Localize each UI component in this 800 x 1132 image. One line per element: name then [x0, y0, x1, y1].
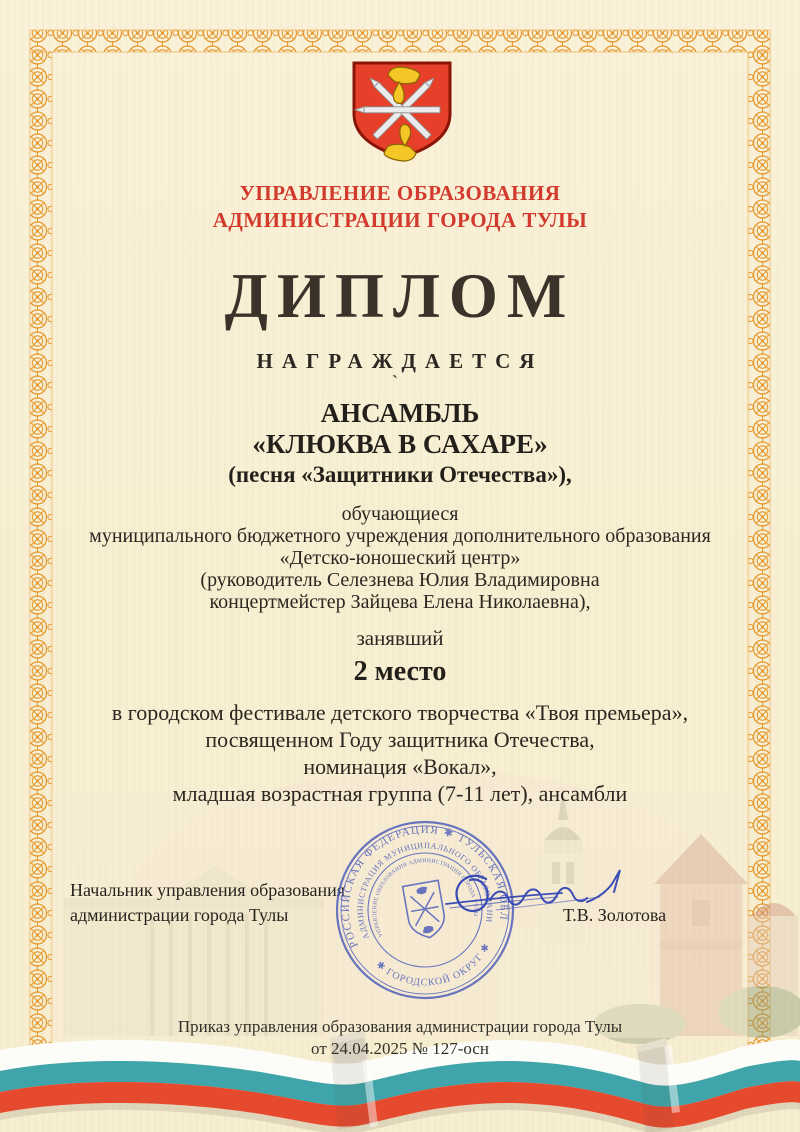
event-line1: в городском фестивале детского творчества «Твоя премьера»,: [111, 700, 689, 725]
order-line1: Приказ управления образования администрации города Тулы: [177, 1017, 623, 1036]
stamp-inner-small-text: УПРАВЛЕНИЕ ОБРАЗОВАНИЯ АДМИНИСТРАЦИИ ГОРОДА ТУЛЫ: [372, 858, 479, 938]
result-place: 2 место: [353, 656, 447, 687]
awardee-line2: «КЛЮКВА В САХАРЕ»: [252, 429, 548, 459]
signatory-title-line2: администрации города Тулы: [70, 905, 289, 925]
description-line4: (руководитель Селезнева Юлия Владимировна: [200, 569, 600, 591]
result-intro: занявший: [356, 626, 444, 650]
event-line4: младшая возрастная группа (7-11 лет), ансамбли: [172, 781, 628, 806]
stamp-middle-text: АДМИНИСТРАЦИЯ МУНИЦИПАЛЬНОГО ОБРАЗОВАНИЯ: [355, 841, 495, 941]
awardee-line3: (песня «Защитники Отечества»),: [228, 462, 572, 487]
signatory-title-line1: Начальник управления образования: [70, 880, 346, 900]
org-name-line2: АДМИНИСТРАЦИИ ГОРОДА ТУЛЫ: [212, 208, 588, 232]
description-line3: «Детско-юношеский центр»: [279, 547, 521, 569]
event-line2: посвященном Году защитника Отечества,: [205, 727, 595, 752]
org-name-line1: УПРАВЛЕНИЕ ОБРАЗОВАНИЯ: [239, 181, 561, 205]
signatory-name: Т.В. Золотова: [563, 905, 667, 925]
awarded-to-label: НАГРАЖДАЕТСЯ: [256, 349, 544, 373]
stamp-bottom-text: ✱ ГОРОДСКОЙ ОКРУГ ✱: [373, 941, 493, 989]
description-line2: муниципального бюджетного учреждения дополнительного образования: [89, 525, 711, 547]
stamp-outer-text: РОССИЙСКАЯ ФЕДЕРАЦИЯ ✱ ТУЛЬСКАЯ ОБЛАСТЬ: [339, 823, 510, 950]
order-line2: от 24.04.2025 № 127-осн: [311, 1039, 489, 1058]
description-line1: обучающиеся: [341, 503, 459, 525]
tula-coat-of-arms: [346, 58, 458, 162]
event-line3: номинация «Вокал»,: [303, 754, 497, 779]
awardee-line1: АНСАМБЛЬ: [320, 398, 480, 428]
diploma-title: ДИПЛОМ: [224, 261, 576, 331]
description-line5: концертмейстер Зайцева Елена Николаевна),: [209, 591, 591, 613]
stray-scan-mark: `: [392, 372, 398, 392]
